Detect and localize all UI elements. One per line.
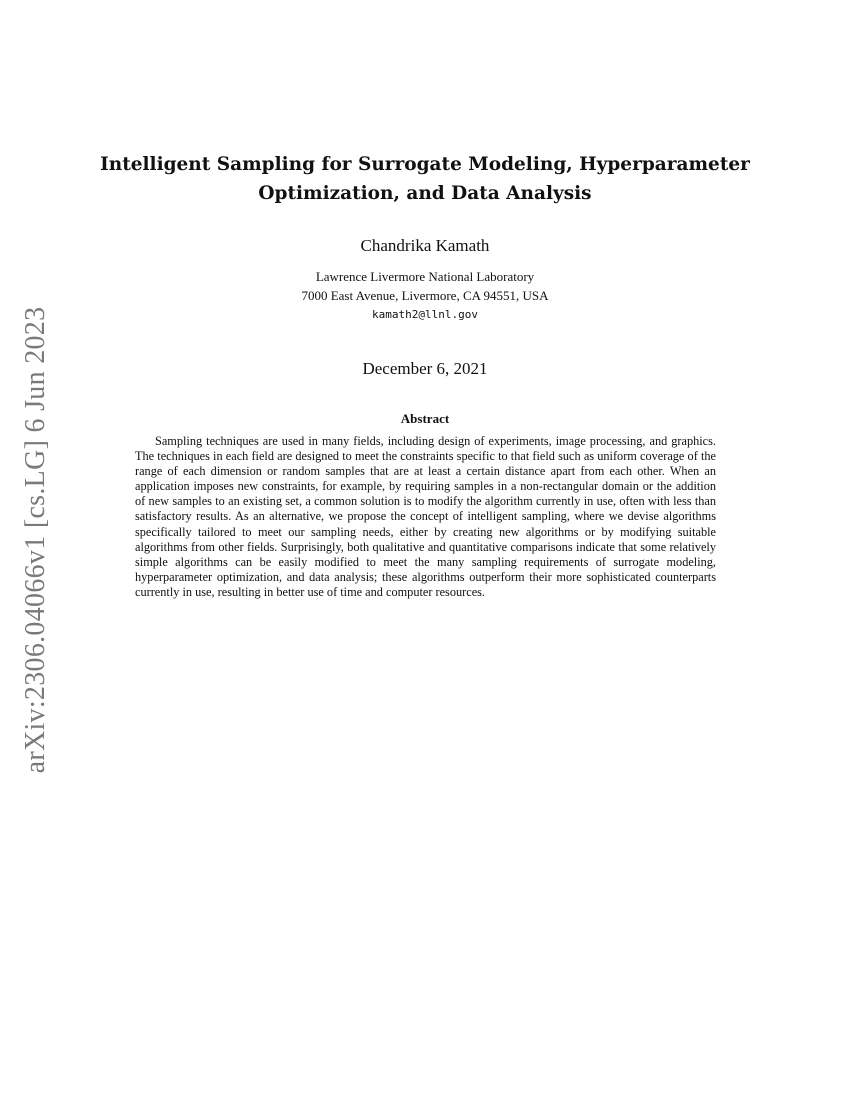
arxiv-identifier: arXiv:2306.04066v1 [cs.LG] 6 Jun 2023 bbox=[20, 306, 51, 774]
affiliation-address: 7000 East Avenue, Livermore, CA 94551, USA bbox=[301, 288, 549, 303]
affiliation-institution: Lawrence Livermore National Laboratory bbox=[315, 269, 535, 284]
paper-title-line-2: Optimization, and Data Analysis bbox=[258, 183, 592, 204]
paper-title bbox=[0, 150, 850, 208]
author-name: Chandrika Kamath bbox=[360, 236, 490, 255]
author-email: kamath2@llnl.gov bbox=[372, 308, 478, 321]
paper-title-line-1: Intelligent Sampling for Surrogate Modeling, Hyperparameter bbox=[100, 154, 750, 175]
abstract-heading: Abstract bbox=[400, 411, 450, 426]
paper-date: December 6, 2021 bbox=[362, 359, 488, 378]
abstract-body: Sampling techniques are used in many fields, including design of experiments, image processing, and graphics. The techniques in each field are designed to meet the constraints specific to that field such as uniform coverage of the range of each dimension or random samples that are at least a certain distance apart from each other. When an application imposes new constraints, for example, by requiring samples in a non-rectangular domain or the addition of new samples to an existing set, a common solution is to modify the algorithm currently in use, often with less than satisfactory results. As an alternative, we propose the concept of intelligent sampling, where we devise algorithms specifically tailored to meet our sampling needs, either by creating new algorithms or by modifying suitable algorithms from other fields. Surprisingly, both qualitative and quantitative comparisons indicate that some relatively simple algorithms can be easily modified to meet the many sampling requirements of surrogate modeling, hyperparameter optimization, and data analysis; these algorithms outperform their more sophisticated counterparts currently in use, resulting in better use of time and computer resources. bbox=[135, 434, 716, 599]
author-affiliation bbox=[0, 267, 850, 324]
